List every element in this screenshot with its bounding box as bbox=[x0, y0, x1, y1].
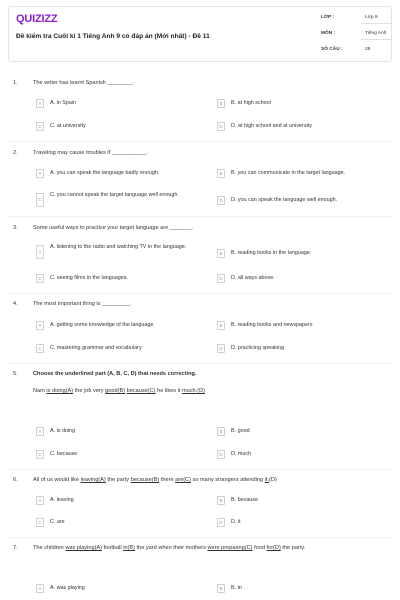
question-number: 1. bbox=[13, 80, 18, 86]
question-number: 5. bbox=[13, 371, 18, 377]
meta-divider bbox=[361, 39, 391, 40]
option-text: D. you can speak the language well enough. bbox=[231, 197, 338, 203]
sentence-part: so many strangers attending bbox=[190, 477, 265, 483]
question-divider bbox=[8, 216, 392, 217]
option-letter: D bbox=[217, 344, 225, 353]
option-text: B. in bbox=[231, 585, 242, 591]
option-letter: A bbox=[36, 245, 44, 259]
option-text: A. in Spain bbox=[50, 100, 77, 106]
sentence-part: food bbox=[252, 545, 267, 551]
option-letter: D bbox=[217, 274, 225, 283]
option-text: A. was playing bbox=[50, 585, 85, 591]
option-text: D. practicing speaking bbox=[231, 345, 285, 351]
sentence-part: The children bbox=[33, 545, 66, 551]
question-divider bbox=[8, 293, 392, 294]
quizizz-logo: QUIZIZZ bbox=[16, 13, 58, 25]
underlined-part-c: were preparing(C) bbox=[207, 545, 253, 551]
option-letter: A bbox=[36, 99, 44, 108]
sentence-part: the job very bbox=[73, 388, 106, 394]
option-text: C. you cannot speak the target language well enough. bbox=[50, 192, 179, 198]
option-text: A. leaving bbox=[50, 497, 74, 503]
option-text: D. at high school and at university bbox=[231, 123, 312, 129]
underlined-part-b: good(B) bbox=[105, 388, 126, 394]
option-letter: A bbox=[36, 584, 44, 593]
option-text: C. at university bbox=[50, 123, 86, 129]
sentence-part: the party bbox=[105, 477, 131, 483]
question-number: 2. bbox=[13, 150, 18, 156]
question-text bbox=[33, 545, 388, 551]
option-letter: C bbox=[36, 518, 44, 527]
meta-grade-label: LỚP : bbox=[321, 15, 335, 20]
option-letter: B bbox=[217, 99, 225, 108]
option-letter: B bbox=[217, 321, 225, 330]
sentence-part: football bbox=[102, 545, 124, 551]
sentence-part: (D) bbox=[269, 477, 277, 483]
sentence-part: All of us would like bbox=[33, 477, 81, 483]
option-letter: C bbox=[36, 274, 44, 283]
option-letter: C bbox=[36, 450, 44, 459]
option-text: C. are bbox=[50, 519, 65, 525]
question-number: 3. bbox=[13, 225, 18, 231]
option-letter: B bbox=[217, 249, 225, 258]
option-letter: B bbox=[217, 169, 225, 178]
meta-count-label: SỐ CÂU : bbox=[321, 47, 343, 52]
question-text: Traveling may cause troubles if ___________. bbox=[33, 150, 148, 156]
option-text: B. at high school bbox=[231, 100, 271, 106]
option-text: B. good bbox=[231, 428, 250, 434]
question-text: The writer has learnt Spanish ________. bbox=[33, 80, 134, 86]
question-divider bbox=[8, 141, 392, 142]
option-text: C. because bbox=[50, 451, 78, 457]
option-letter: C bbox=[36, 193, 44, 207]
document-title: Đề kiểm tra Cuối kì 1 Tiếng Anh 9 có đáp án (Mới nhất) - Đề 11 bbox=[16, 33, 210, 40]
option-text: B. you can communicate in the target language. bbox=[231, 170, 346, 176]
meta-subject-label: MÔN : bbox=[321, 31, 336, 36]
option-text: A. listening to the radio and watching TV in the language. bbox=[50, 244, 187, 250]
question-divider bbox=[8, 469, 392, 470]
sentence-part: there bbox=[159, 477, 176, 483]
underlined-part-a: is doing(A) bbox=[46, 388, 74, 394]
option-letter: A bbox=[36, 321, 44, 330]
option-text: A. is doing bbox=[50, 428, 76, 434]
option-letter: C bbox=[36, 122, 44, 131]
option-text: D. all ways above. bbox=[231, 275, 275, 281]
underlined-part-d: it. bbox=[264, 477, 270, 483]
option-text: B. because bbox=[231, 497, 258, 503]
option-text: B. reading books in the language. bbox=[231, 250, 312, 256]
question-number: 6. bbox=[13, 477, 18, 483]
underlined-part-c: are(C) bbox=[175, 477, 191, 483]
sentence-part: the yard when their mothers bbox=[135, 545, 208, 551]
underlined-part-b: in(B) bbox=[123, 545, 135, 551]
underlined-part-a: was playing(A) bbox=[65, 545, 103, 551]
question-text: Some useful ways to practice your target language are _______. bbox=[33, 225, 194, 231]
sentence-part: he likes it bbox=[155, 388, 182, 394]
option-text: D. much bbox=[231, 451, 252, 457]
sentence-part: Nam bbox=[33, 388, 47, 394]
option-letter: B bbox=[217, 584, 225, 593]
option-letter: B bbox=[217, 496, 225, 505]
meta-divider bbox=[361, 23, 391, 24]
underlined-part-d: for(D) bbox=[266, 545, 281, 551]
option-letter: D bbox=[217, 122, 225, 131]
document-header bbox=[8, 6, 392, 62]
option-text: A. you can speak the language badly enough. bbox=[50, 170, 160, 176]
question-text bbox=[33, 477, 388, 483]
question-text: The most important thing is _________. bbox=[33, 301, 132, 307]
meta-grade-value: Lớp 9 bbox=[365, 15, 378, 20]
question-sentence bbox=[33, 388, 205, 394]
option-letter: D bbox=[217, 196, 225, 205]
option-letter: B bbox=[217, 427, 225, 436]
question-text: Choose the underlined part (A, B, C, D) that needs correcting. bbox=[33, 371, 197, 377]
option-text: C. seeing films in the languages. bbox=[50, 275, 128, 281]
underlined-part-a: leaving(A) bbox=[80, 477, 106, 483]
underlined-part-d: much.(D) bbox=[181, 388, 205, 394]
option-text: C. mastering grammar and vocabulary bbox=[50, 345, 142, 351]
underlined-part-b: because(B) bbox=[130, 477, 160, 483]
option-text: D. it bbox=[231, 519, 241, 525]
option-letter: D bbox=[217, 518, 225, 527]
option-letter: C bbox=[36, 344, 44, 353]
option-letter: D bbox=[217, 450, 225, 459]
meta-count-value: 28 bbox=[365, 47, 371, 52]
sentence-part: the party. bbox=[280, 545, 306, 551]
question-divider bbox=[8, 363, 392, 364]
question-number: 4. bbox=[13, 301, 18, 307]
underlined-part-c: because(C) bbox=[126, 388, 156, 394]
question-divider bbox=[8, 537, 392, 538]
option-text: A. getting some knowledge of the language bbox=[50, 322, 154, 328]
question-number: 7. bbox=[13, 545, 18, 551]
option-letter: A bbox=[36, 427, 44, 436]
option-letter: A bbox=[36, 169, 44, 178]
option-text: B. reading books and newspapers bbox=[231, 322, 313, 328]
option-letter: A bbox=[36, 496, 44, 505]
meta-subject-value: Tiếng Anh bbox=[365, 31, 387, 36]
